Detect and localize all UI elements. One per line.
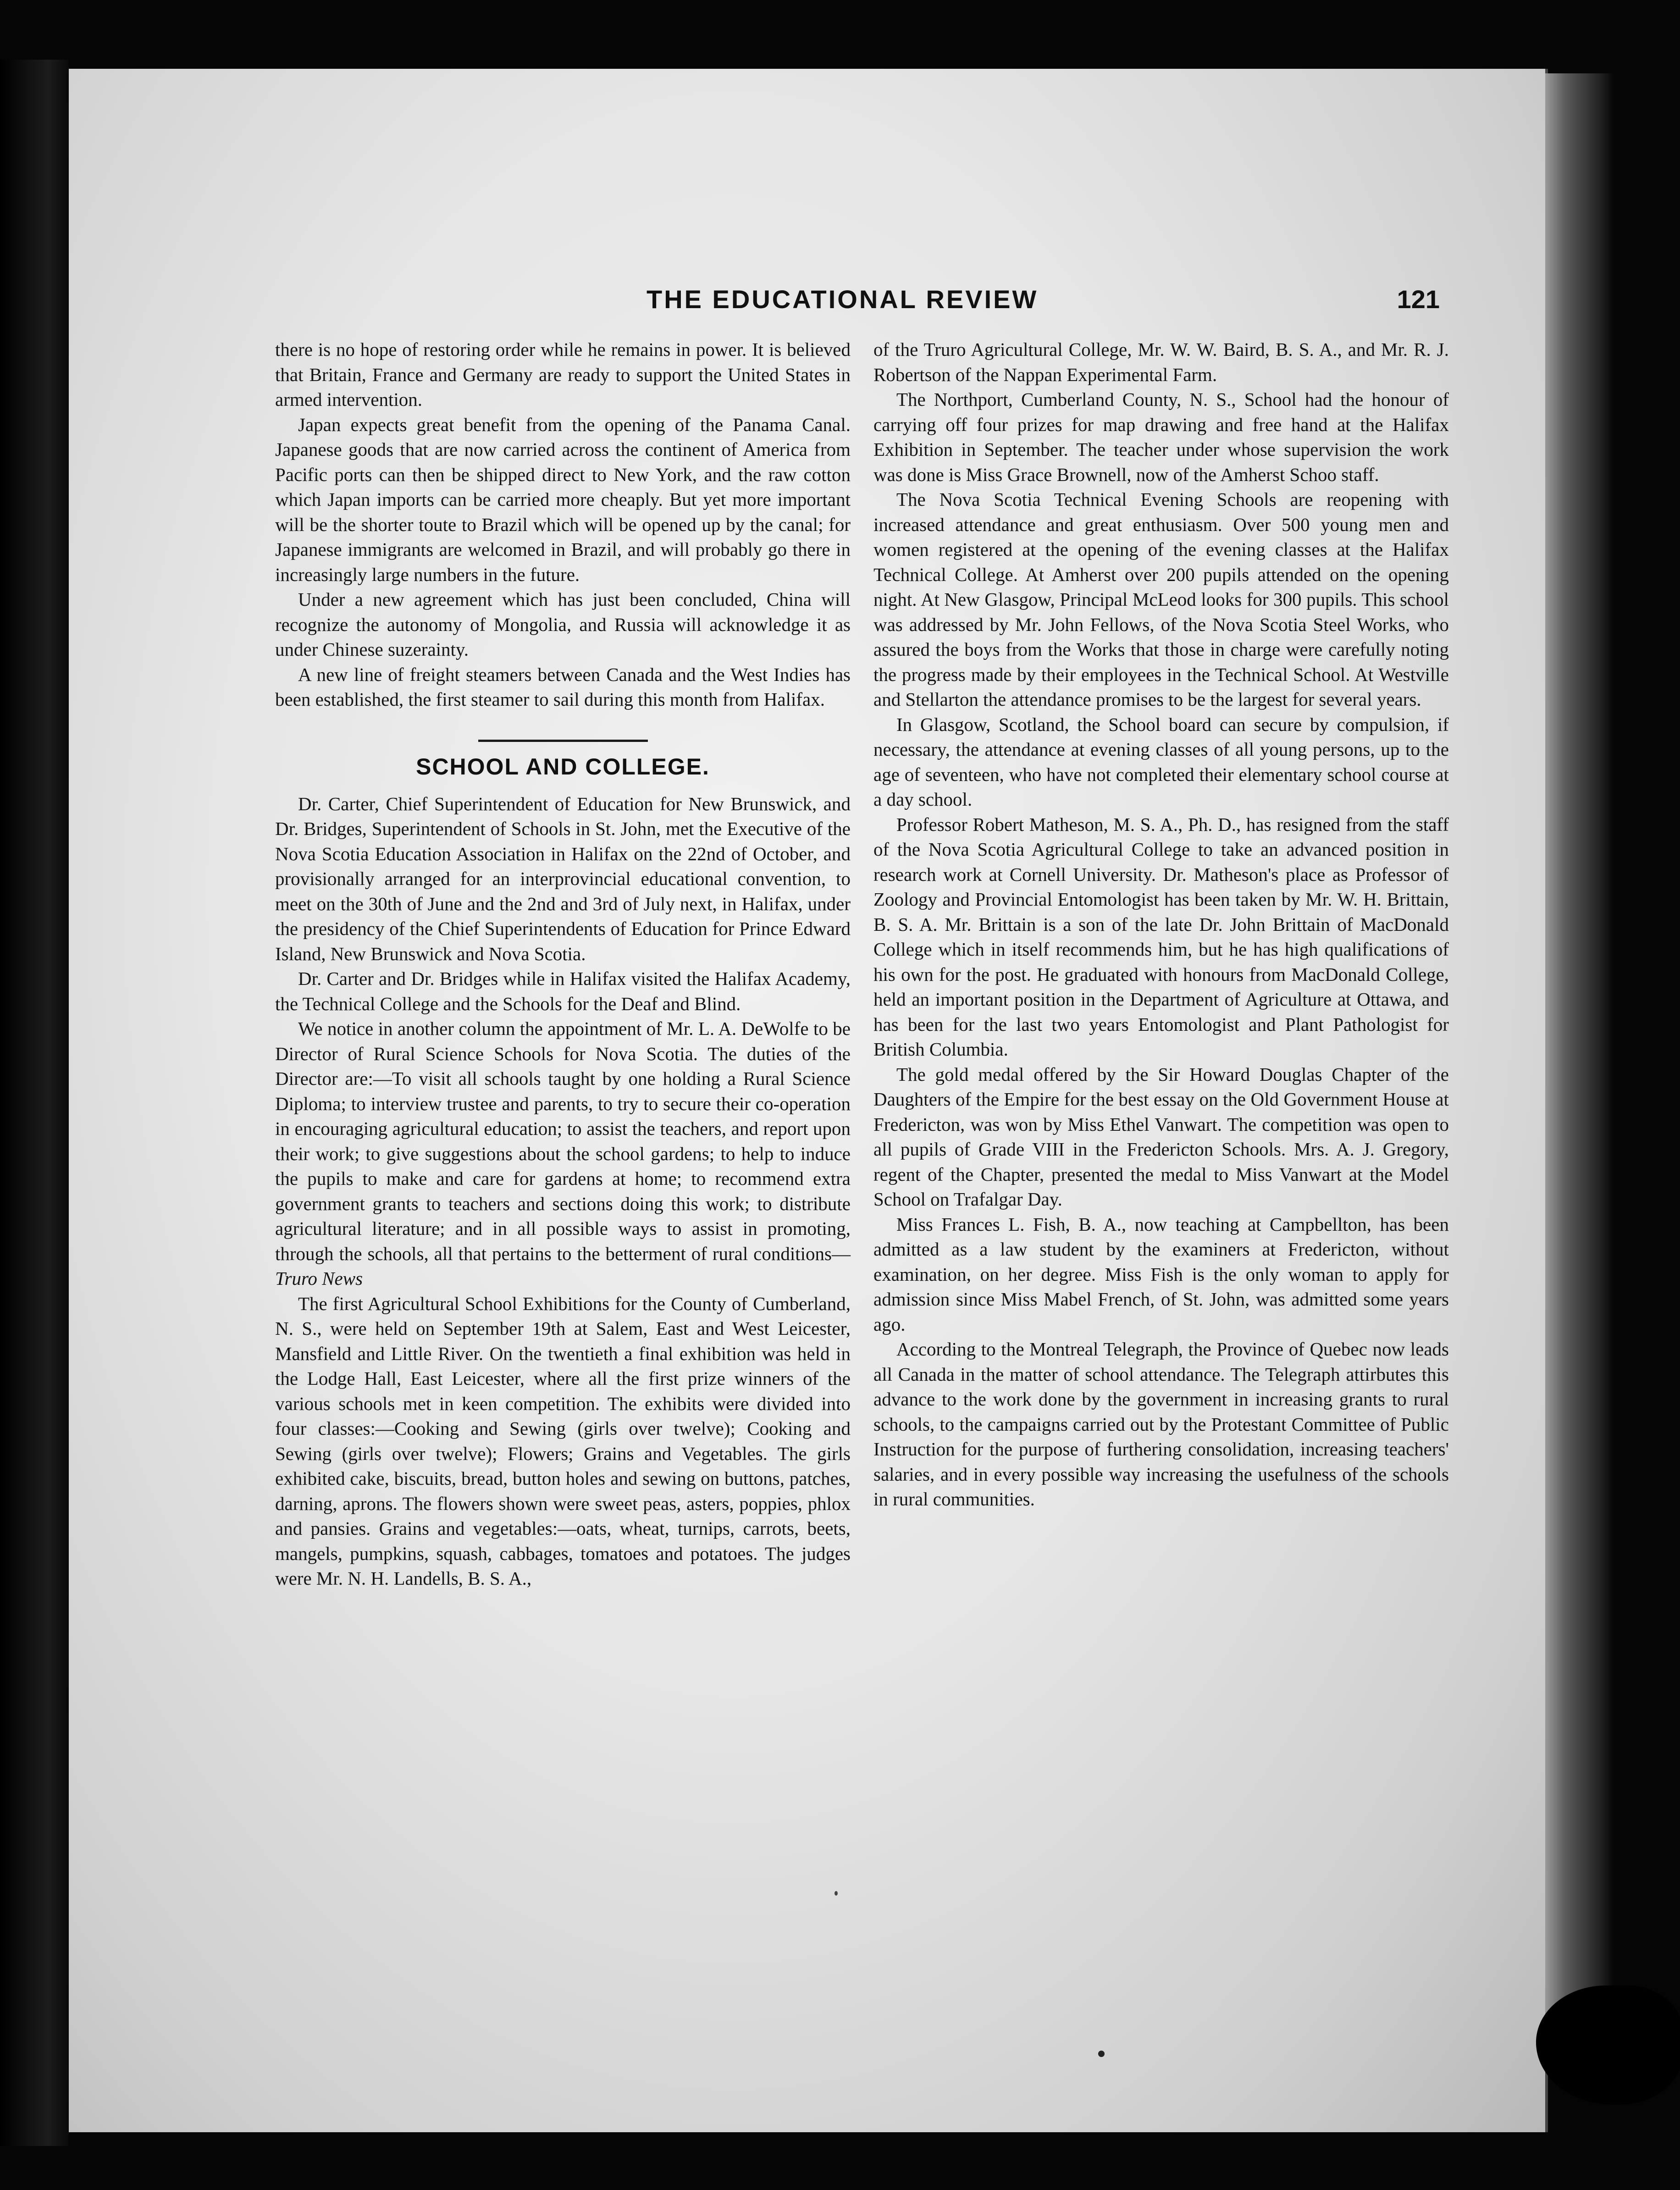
page-header	[275, 284, 1440, 326]
paragraph: Dr. Carter and Dr. Bridges while in Halifax visited the Halifax Academy, the Technical College and the Schools for the Deaf and Blind.	[275, 968, 851, 1014]
paragraph: A new line of freight steamers between Canada and the West Indies has been established, the first steamer to sail during this month from Halifax.	[275, 664, 851, 710]
section-divider	[478, 740, 648, 742]
paragraph: In Glasgow, Scotland, the School board can secure by compulsion, if necessary, the attendance at evening classes of all young persons, up to the age of seventeen, who have not completed their elementary school course at a day school.	[873, 713, 1449, 810]
scan-left-edge	[0, 60, 69, 2146]
source-citation: Truro News	[275, 1268, 363, 1289]
paragraph: Japan expects great benefit from the opening of the Panama Canal. Japanese goods that are now carried across the continent of America from Pacific ports can then be shipped direct to New York, and the raw cotton which Japan imports can be carried more cheaply. But yet more important will be the shorter toute to Brazil which will be opened up by the canal; for Japanese immigrants are welcomed in Brazil, and will probably go there in increasingly large numbers in the future.	[275, 414, 851, 585]
paragraph: Under a new agreement which has just been concluded, China will recognize the autonomy of Mongolia, and Russia will acknowledge it as under Chinese suzerainty.	[275, 589, 851, 660]
paragraph: Miss Frances L. Fish, B. A., now teaching at Campbellton, has been admitted as a law student by the examiners at Fredericton, without examination, on her degree. Miss Fish is the only woman to apply for admission since Miss Mabel French, of St. John, was admitted some years ago.	[873, 1213, 1449, 1335]
scan-artifact	[1536, 1985, 1680, 2105]
paragraph: there is no hope of restoring order while he remains in power. It is believed that Britain, France and Germany are ready to support the United States in armed intervention.	[275, 339, 851, 410]
page-number: 121	[1397, 285, 1440, 314]
scan-speck	[1098, 2051, 1105, 2057]
section-heading: SCHOOL AND COLLEGE.	[416, 753, 710, 780]
paragraph-text: We notice in another column the appointment of Mr. L. A. DeWolfe to be Director of Rural Science Schools for Nova Scotia. The duties of the Director are:—To visit all schools taught by one holding a Rural Science Diploma; to interview trustee and parents, to try to secure their co-operation in encouraging agricultural education; to assist the teachers, and report upon their work; to give suggestions about the school gardens; to help to induce the pupils to make and care for gardens at home; to recommend extra government grants to teachers and sections doing this work; to distribute agricultural literature; and in all possible ways to assist in promoting, through the schools, all that pertains to the betterment of rural conditions—	[275, 1018, 851, 1264]
paragraph	[275, 1016, 851, 1291]
paragraph: According to the Montreal Telegraph, the Province of Quebec now leads all Canada in the matter of school attendance. The Telegraph attirbutes this advance to the work done by the government in increasing grants to rural schools, to the campaigns carried out by the Protestant Committee of Public Instruction for the purpose of furthering consolidation, increasing teachers' salaries, and in every possible way increasing the usefulness of the schools in rural communities.	[873, 1338, 1449, 1510]
running-title: THE EDUCATIONAL REVIEW	[647, 285, 1039, 314]
paragraph: Professor Robert Matheson, M. S. A., Ph. D., has resigned from the staff of the Nova Scotia Agricultural College to take an advanced position in research work at Cornell University. Dr. Matheson's place as Professor of Zoology and Provincial Entomologist has been taken by Mr. W. H. Brittain, B. S. A. Mr. Brittain is a son of the late Dr. John Brittain of MacDonald College which in itself recommends him, but he has high qualifications of his own for the post. He graduated with honours from MacDonald College, held an important position in the Department of Agriculture at Ottawa, and has been for the last two years Entomologist and Plant Pathologist for British Columbia.	[873, 813, 1449, 1060]
page-fold-shadow	[1545, 73, 1614, 2045]
scan-speck	[834, 1891, 838, 1896]
paragraph: The Northport, Cumberland County, N. S., School had the honour of carrying off four prizes for map drawing and free hand at the Halifax Exhibition in September. The teacher under whose supervision the work was done is Miss Grace Brownell, now of the Amherst Schoo staff.	[873, 389, 1449, 485]
paragraph: Dr. Carter, Chief Superintendent of Education for New Brunswick, and Dr. Bridges, Superintendent of Schools in St. John, met the Executive of the Nova Scotia Education Association in Halifax on the 22nd of October, and provisionally arranged for an interprovincial educational convention, to meet on the 30th of June and the 2nd and 3rd of July next, in Halifax, under the presidency of the Chief Superintendents of Education for Prince Edward Island, New Brunswick and Nova Scotia.	[275, 793, 851, 964]
paragraph: of the Truro Agricultural College, Mr. W. W. Baird, B. S. A., and Mr. R. J. Robertson of the Nappan Experimental Farm.	[873, 339, 1449, 385]
paragraph: The Nova Scotia Technical Evening Schools are reopening with increased attendance and great enthusiasm. Over 500 young men and women registered at the opening of the evening classes at the Halifax Technical College. At Amherst over 200 pupils attended on the opening night. At New Glasgow, Principal McLeod looks for 300 pupils. This school was addressed by Mr. John Fellows, of the Nova Scotia Steel Works, who assured the boys from the Works that those in charge were carefully noting the progress made by their employees in the Technical School. At Westville and Stellarton the attendance promises to be the largest for several years.	[873, 489, 1449, 710]
paragraph: The first Agricultural School Exhibitions for the County of Cumberland, N. S., were held on September 19th at Salem, East and West Leicester, Mansfield and Little River. On the twentieth a final exhibition was held in the Lodge Hall, East Leicester, where all the first prize winners of the various schools met in keen competition. The exhibits were divided into four classes:—Cooking and Sewing (girls over twelve); Cooking and Sewing (girls over twelve); Flowers; Grains and Vegetables. The girls exhibited cake, biscuits, bread, button holes and sewing on buttons, patches, darning, aprons. The flowers shown were sweet peas, asters, poppies, phlox and pansies. Grains and vegetables:—oats, wheat, turnips, carrots, beets, mangels, pumpkins, squash, cabbages, tomatoes and potatoes. The judges were Mr. N. H. Landells, B. S. A.,	[275, 1293, 851, 1589]
bleed-through-text	[417, 109, 1252, 127]
right-column	[873, 337, 1449, 1512]
left-column	[275, 337, 851, 1591]
paragraph: The gold medal offered by the Sir Howard Douglas Chapter of the Daughters of the Empire for the best essay on the Old Government House at Fredericton, was won by Miss Ethel Vanwart. The competition was open to all pupils of Grade VIII in the Fredericton Schools. Mrs. A. J. Gregory, regent of the Chapter, presented the medal to Miss Vanwart at the Model School on Trafalgar Day.	[873, 1063, 1449, 1210]
